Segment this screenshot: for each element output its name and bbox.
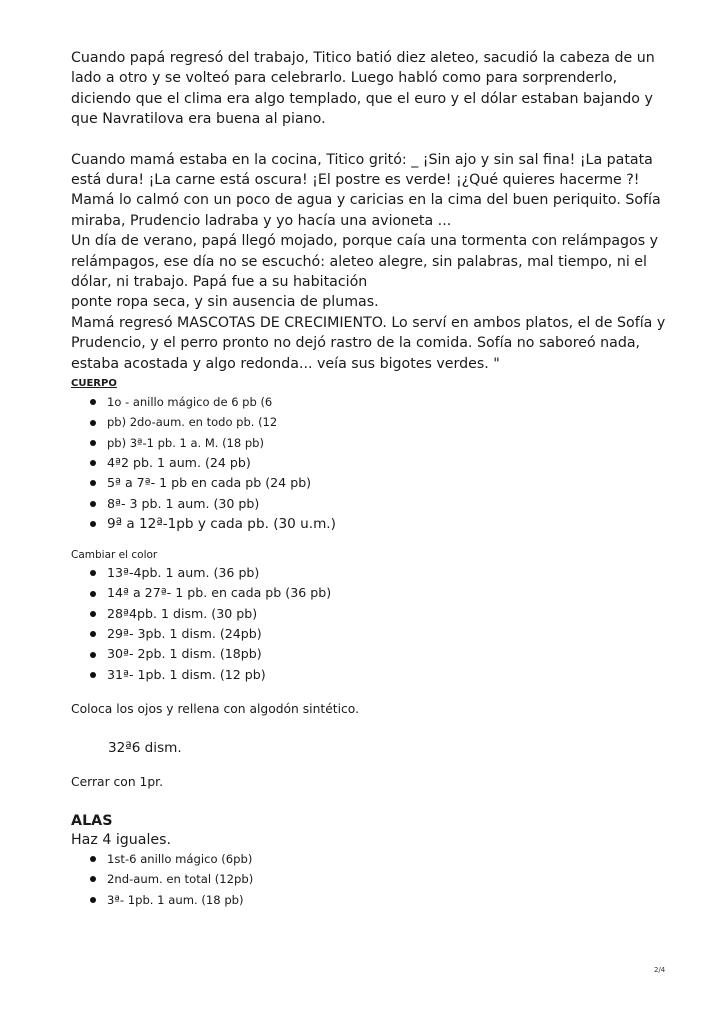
alas-subtitle: Haz 4 iguales. [71, 831, 172, 848]
cuerpo-list [71, 392, 671, 534]
indented-step: 32ª6 dism. [108, 739, 182, 756]
page-number: 2/4 [654, 966, 666, 974]
list-item: 5ª a 7ª- 1 pb en cada pb (24 pb) [90, 473, 671, 493]
list-item: 13ª-4pb. 1 aum. (36 pb) [90, 563, 671, 583]
list-item: 8ª- 3 pb. 1 aum. (30 pb) [90, 494, 671, 514]
section-heading-alas: ALAS [71, 812, 113, 829]
paragraph-2: Cuando mamá estaba en la cocina, Titico gritó: _ ¡Sin ajo y sin sal fina! ¡La patata está dura! ¡La carne está oscura! ¡El postre es verde! ¡¿Qué quieres hacerme ?! Mamá lo calmó con un poco de agua y caricias en la cima del buen periquito. Sofía miraba, Prudencio ladraba y yo hacía una avioneta ... [71, 151, 661, 229]
list-item: 29ª- 3pb. 1 dism. (24pb) [90, 624, 671, 644]
paragraph-5: Mamá regresó MASCOTAS DE CRECIMIENTO. Lo serví en ambos platos, el de Sofía y Prudencio, y el perro pronto no dejó rastro de la comida. Sofía no saboreó nada, estaba acostada y algo redonda... veía sus bigotes verdes. " [71, 314, 666, 372]
list-item: 14ª a 27ª- 1 pb. en cada pb (36 pb) [90, 583, 671, 603]
list-item: 30ª- 2pb. 1 dism. (18pb) [90, 644, 671, 664]
list-item: 28ª4pb. 1 dism. (30 pb) [90, 604, 671, 624]
document-page [71, 48, 671, 910]
list-item: 3ª- 1pb. 1 aum. (18 pb) [90, 890, 671, 910]
list-item: pb) 3ª-1 pb. 1 a. M. (18 pb) [90, 433, 671, 453]
list-item: pb) 2do-aum. en todo pb. (12 [90, 412, 671, 432]
list-item: 9ª a 12ª-1pb y cada pb. (30 u.m.) [90, 514, 671, 534]
list-item: 31ª- 1pb. 1 dism. (12 pb) [90, 665, 671, 685]
alas-list [71, 849, 671, 910]
list-item: 1st-6 anillo mágico (6pb) [90, 849, 671, 869]
paragraph-1: Cuando papá regresó del trabajo, Titico batió diez aleteo, sacudió la cabeza de un lado a otro y se volteó para celebrarlo. Luego habló como para sorprenderlo, diciendo que el clima era algo templado, que el euro y el dólar estaban bajando y que Navratilova era buena al piano. [71, 50, 655, 128]
note-change-color: Cambiar el color [71, 549, 158, 562]
paragraph-3: Un día de verano, papá llegó mojado, porque caía una tormenta con relámpagos y relámpagos, ese día no se escuchó: aleteo alegre, sin palabras, mal tiempo, ni el dólar, ni trabajo. Papá fue a su habitación [71, 233, 659, 291]
list-item: 2nd-aum. en total (12pb) [90, 869, 671, 889]
color-list [71, 563, 671, 685]
note-close: Cerrar con 1pr. [71, 774, 163, 789]
paragraph-4: ponte ropa seca, y sin ausencia de plumas. [71, 294, 379, 311]
section-heading-cuerpo: CUERPO [71, 378, 117, 390]
list-item: 1o - anillo mágico de 6 pb (6 [90, 392, 671, 412]
note-eyes: Coloca los ojos y rellena con algodón sintético. [71, 701, 359, 716]
list-item: 4ª2 pb. 1 aum. (24 pb) [90, 453, 671, 473]
